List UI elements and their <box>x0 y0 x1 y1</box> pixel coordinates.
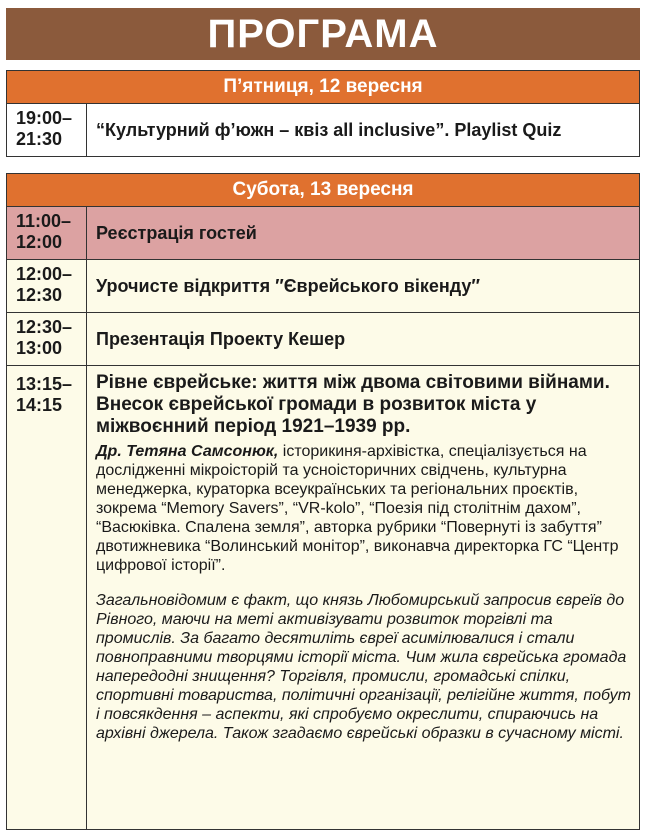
saturday-header <box>6 173 640 207</box>
event-cell <box>87 366 639 829</box>
time-cell: 13:15– 14:15 <box>7 366 87 829</box>
lecture-title: Рівне єврейське: життя між двома світовими війнами. Внесок єврейської громади в розвиток міста у міжвоєнний період 1921–1939 рр. <box>96 372 610 437</box>
saturday-section <box>6 173 640 830</box>
event-cell <box>87 207 639 259</box>
schedule-row-lecture <box>6 366 640 830</box>
time-cell: 12:30– 13:00 <box>7 313 87 365</box>
friday-header-label: П’ятниця, 12 вересня <box>223 76 423 97</box>
speaker-bio <box>96 442 631 575</box>
event-title: Презентація Проекту Кешер <box>96 328 346 349</box>
event-cell <box>87 260 639 312</box>
page-title: ПРОГРАМА <box>207 11 439 56</box>
schedule-row <box>6 104 640 157</box>
saturday-header-label: Субота, 13 вересня <box>232 179 414 200</box>
speaker-name: Др. Тетяна Самсонюк, <box>96 443 279 460</box>
time-cell: 19:00– 21:30 <box>7 104 87 156</box>
time-cell: 12:00– 12:30 <box>7 260 87 312</box>
event-title: Реєстрація гостей <box>96 222 257 243</box>
event-cell <box>87 313 639 365</box>
schedule-row-registration <box>6 207 640 260</box>
event-cell <box>87 104 639 156</box>
event-title: “Культурний ф’южн – квіз all inclusive”. Playlist Quiz <box>96 119 562 140</box>
event-title: Урочисте відкриття ″Єврейського вікенду″ <box>96 275 481 296</box>
time-cell: 11:00– 12:00 <box>7 207 87 259</box>
schedule-row <box>6 260 640 313</box>
speaker-bio-text: історикиня-архівістка, спеціалізується на дослідженні мікроісторій та усноісторичних свідчень, культурна менеджерка, кураторка всеукраїнських та регіональних проєктів, зокрема “Memory Savers”, “VR-kolo”, “Поезія під столітнім дахом”, “Васюківка. Спалена земля”, авторка рубрики “Повернуті із забуття” двотижневика “Волинський монітор”, виконавча директорка ГС “Центр цифрової історії”. <box>96 443 619 574</box>
schedule-row <box>6 313 640 366</box>
friday-header <box>6 70 640 104</box>
program-title-bar <box>6 8 640 60</box>
lecture-abstract: Загальновідомим є факт, що князь Любомирський запросив євреїв до Рівного, маючи на меті активізувати розвиток торгівлі та промислів. За багато десятиліть євреї асимілювалися і стали повноправними творцями історії міста. Чим жила єврейська громада напередодні знищення? Торгівля, промисли, громадські спілки, спортивні товариства, політичні організації, релігійне життя, побут і повсякдення – аспекти, які спробуємо окреслити, спираючись на архівні джерела. Також згадаємо єврейські образки в сучасному місті. <box>96 592 631 742</box>
friday-section <box>6 70 640 157</box>
